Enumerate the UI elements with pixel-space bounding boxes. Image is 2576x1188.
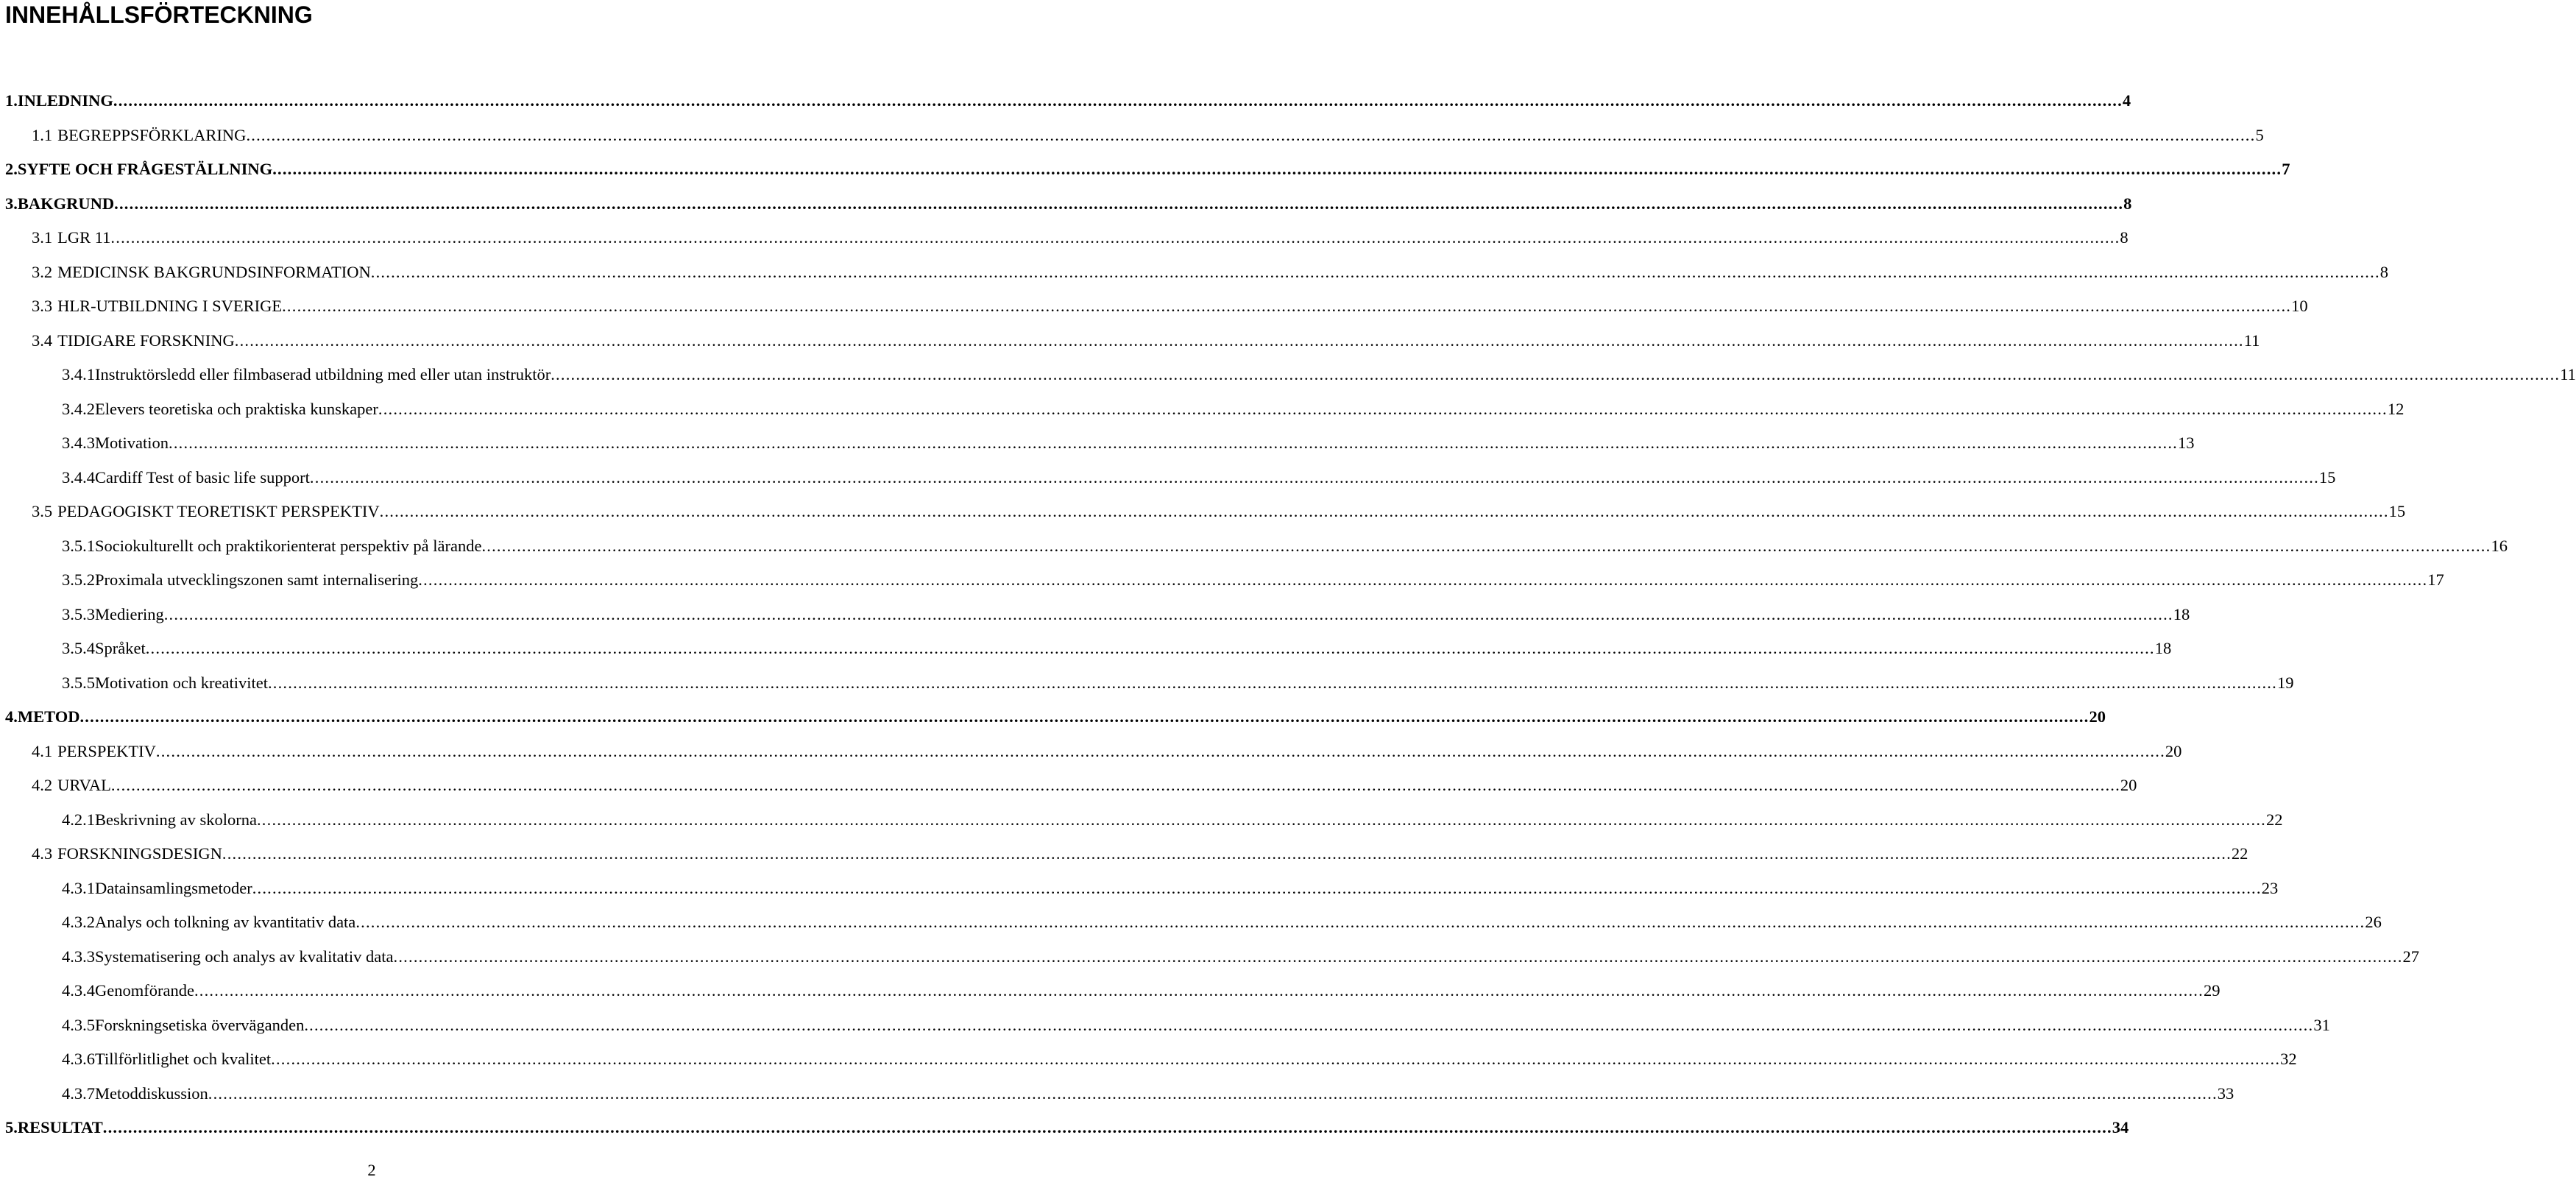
page-title: INNEHÅLLSFÖRTECKNING [5, 1, 313, 28]
toc-entry-title: Språket [95, 639, 146, 657]
toc-entry-title: Tillförlitlighet och kvalitet [95, 1050, 272, 1068]
toc-entry-line [62, 871, 2279, 906]
toc-entry-title: RESULTAT [17, 1118, 103, 1136]
page-number: 2 [367, 1161, 376, 1179]
toc-entry-number: 3.5.5 [62, 673, 95, 692]
toc-entry-line [5, 187, 2132, 222]
toc-entry-line [32, 119, 2264, 153]
toc-entry[interactable] [0, 837, 2248, 871]
toc-dot-leader: ................................................................................................................................................................................................................................................................................................................................................................................................................ [163, 604, 2173, 623]
toc-entry-title: Motivation [95, 434, 169, 452]
toc-entry-title: URVAL [57, 776, 111, 794]
toc-entry-title: HLR-UTBILDNING I SVERIGE [57, 297, 283, 315]
toc-dot-leader: ................................................................................................................................................................................................................................................................................................................................................................................................................ [110, 228, 2120, 247]
toc-entry-line [62, 803, 2283, 838]
toc-entry-line [5, 84, 2131, 119]
toc-entry-page: 4 [2122, 91, 2131, 110]
toc-dot-leader: ................................................................................................................................................................................................................................................................................................................................................................................................................ [378, 399, 2388, 418]
toc-dot-leader: ................................................................................................................................................................................................................................................................................................................................................................................................................ [102, 1118, 2112, 1136]
toc-entry-title: Sociokulturellt och praktikorienterat perspektiv på lärande [95, 536, 482, 555]
toc-entry-page: 34 [2112, 1118, 2129, 1136]
toc-entry-line [5, 700, 2106, 735]
toc-entry-number: 4.3.3 [62, 947, 95, 966]
toc-entry[interactable] [0, 803, 2283, 838]
toc-entry[interactable] [0, 289, 2308, 324]
toc-entry[interactable] [0, 426, 2195, 461]
toc-entry-number: 1.1 [32, 125, 53, 144]
toc-entry-title: Beskrivning av skolorna [95, 810, 257, 829]
toc-entry[interactable] [0, 905, 2382, 940]
toc-entry-title: TIDIGARE FORSKNING [57, 330, 235, 350]
toc-entry-page: 11 [2243, 330, 2260, 350]
toc-entry[interactable] [0, 358, 2576, 392]
toc-entry-page: 31 [2313, 1015, 2330, 1034]
toc-entry-title: BAKGRUND [17, 194, 115, 213]
toc-entry-page: 18 [2154, 639, 2172, 657]
toc-entry-page: 26 [2365, 913, 2382, 931]
toc-entry-line [62, 632, 2172, 666]
toc-entry-page: 8 [2120, 228, 2129, 247]
toc-entry[interactable] [0, 495, 2406, 529]
toc-entry-page: 12 [2387, 399, 2405, 418]
toc-entry[interactable] [0, 119, 2264, 153]
toc-entry-line [62, 426, 2195, 461]
toc-entry-title: Analys och tolkning av kvantitativ data [95, 913, 356, 931]
toc-dot-leader: ................................................................................................................................................................................................................................................................................................................................................................................................................ [79, 707, 2090, 726]
toc-entry-title: Mediering [95, 604, 164, 623]
toc-entry[interactable] [0, 1077, 2234, 1111]
toc-entry-number: 3.4.1 [62, 365, 95, 383]
toc-entry-page: 19 [2276, 673, 2294, 692]
toc-entry-number: 2. [5, 160, 18, 178]
toc-entry-number: 3.1 [32, 228, 53, 247]
toc-entry[interactable] [0, 974, 2221, 1008]
toc-entry[interactable] [0, 187, 2132, 222]
toc-entry-title: Proximala utvecklingszonen samt internalisering [95, 570, 419, 589]
toc-entry[interactable] [0, 666, 2294, 701]
toc-entry-number: 3.5.3 [62, 604, 95, 623]
toc-dot-leader: ................................................................................................................................................................................................................................................................................................................................................................................................................ [551, 365, 2561, 383]
toc-entry-line [32, 735, 2182, 769]
toc-entry[interactable] [0, 700, 2106, 735]
toc-entry[interactable] [0, 84, 2131, 119]
toc-entry-number: 3.4.3 [62, 434, 95, 452]
toc-entry-line [62, 598, 2190, 632]
toc-entry-title: SYFTE OCH FRÅGESTÄLLNING [17, 160, 273, 178]
toc-entry-number: 3.5.2 [62, 570, 95, 589]
toc-dot-leader: ................................................................................................................................................................................................................................................................................................................................................................................................................ [208, 1083, 2218, 1103]
toc-dot-leader: ................................................................................................................................................................................................................................................................................................................................................................................................................ [271, 1050, 2281, 1068]
toc-entry-number: 4.3.1 [62, 878, 95, 897]
toc-entry-page: 8 [2379, 262, 2389, 281]
toc-entry-title: Forskningsetiska överväganden [95, 1015, 305, 1034]
toc-dot-leader: ................................................................................................................................................................................................................................................................................................................................................................................................................ [145, 639, 2155, 657]
toc-entry-number: 3.4.2 [62, 399, 95, 418]
toc-entry[interactable] [0, 632, 2172, 666]
toc-entry-title: Cardiff Test of basic life support [95, 467, 310, 487]
toc-entry-line [62, 905, 2382, 940]
toc-dot-leader: ................................................................................................................................................................................................................................................................................................................................................................................................................ [267, 673, 2277, 692]
toc-entry-line [32, 221, 2129, 255]
toc-entry-number: 4.2.1 [62, 810, 95, 829]
toc-entry-page: 27 [2402, 947, 2420, 966]
toc-entry-line [62, 461, 2336, 495]
toc-entry-page: 17 [2427, 570, 2444, 589]
toc-entry-number: 3.3 [32, 297, 53, 315]
toc-entry-title: Metoddiskussion [95, 1083, 208, 1103]
toc-entry[interactable] [0, 392, 2405, 427]
toc-entry-line [32, 255, 2389, 290]
toc-dot-leader: ................................................................................................................................................................................................................................................................................................................................................................................................................ [393, 947, 2403, 966]
toc-entry-title: Elevers teoretiska och praktiska kunskaper [95, 399, 378, 418]
toc-dot-leader: ................................................................................................................................................................................................................................................................................................................................................................................................................ [252, 878, 2262, 897]
toc-dot-leader: ................................................................................................................................................................................................................................................................................................................................................................................................................ [234, 330, 2244, 350]
toc-entry-page: 23 [2261, 878, 2279, 897]
toc-entry[interactable] [0, 1042, 2297, 1077]
toc-entry[interactable] [0, 152, 2290, 187]
toc-entry-title: PERSPEKTIV [57, 741, 156, 760]
toc-entry[interactable] [0, 598, 2190, 632]
toc-entry-line [62, 1077, 2234, 1111]
toc-entry-page: 11 [2560, 365, 2576, 383]
toc-dot-leader: ................................................................................................................................................................................................................................................................................................................................................................................................................ [309, 467, 2319, 487]
toc-entry-line [62, 358, 2576, 392]
toc-entry-title: Genomförande [95, 981, 194, 1000]
toc-entry-page: 32 [2280, 1050, 2297, 1068]
toc-entry-number: 4.2 [32, 776, 53, 794]
toc-entry-page: 15 [2318, 467, 2336, 487]
toc-dot-leader: ................................................................................................................................................................................................................................................................................................................................................................................................................ [304, 1015, 2314, 1034]
toc-entry-line [5, 1111, 2129, 1145]
toc-entry-title: PEDAGOGISKT TEORETISKT PERSPEKTIV [57, 502, 380, 520]
toc-entry-page: 10 [2291, 297, 2308, 315]
toc-entry-title: Datainsamlingsmetoder [95, 878, 252, 897]
toc-dot-leader: ................................................................................................................................................................................................................................................................................................................................................................................................................ [194, 981, 2204, 1000]
toc-dot-leader: ................................................................................................................................................................................................................................................................................................................................................................................................................ [110, 776, 2120, 794]
toc-entry[interactable] [0, 1111, 2129, 1145]
toc-dot-leader: ................................................................................................................................................................................................................................................................................................................................................................................................................ [155, 741, 2165, 760]
toc-entry-number: 4.3.7 [62, 1083, 95, 1103]
toc-entry-title: FORSKNINGSDESIGN [57, 844, 222, 863]
toc-entry-number: 3.4.4 [62, 467, 95, 487]
toc-entry-number: 3.5.4 [62, 639, 95, 657]
toc-dot-leader: ................................................................................................................................................................................................................................................................................................................................................................................................................ [256, 810, 2266, 829]
toc-entry[interactable] [0, 768, 2137, 803]
toc-entry-page: 20 [2165, 741, 2182, 760]
toc-entry-line [32, 768, 2137, 803]
toc-entry[interactable] [0, 324, 2260, 358]
toc-entry-page: 18 [2173, 604, 2190, 623]
toc-entry-title: Systematisering och analys av kvalitativ data [95, 947, 394, 966]
toc-entry-page: 8 [2123, 194, 2132, 213]
toc-entry[interactable] [0, 871, 2279, 906]
toc-entry-number: 1. [5, 91, 18, 110]
toc-entry-line [62, 1008, 2330, 1043]
toc-entry-number: 4.3.6 [62, 1050, 95, 1068]
toc-entry-number: 3.4 [32, 330, 53, 350]
toc-entry-line [32, 495, 2406, 529]
toc-entry-number: 4.3 [32, 844, 53, 863]
toc-entry-number: 4.3.5 [62, 1015, 95, 1034]
toc-entry-page: 13 [2178, 434, 2195, 452]
toc-entry-title: INLEDNING [17, 91, 113, 110]
toc-entry-line [62, 974, 2221, 1008]
toc-dot-leader: ................................................................................................................................................................................................................................................................................................................................................................................................................ [222, 844, 2232, 863]
toc-entry-page: 20 [2089, 707, 2106, 726]
toc-entry-line [5, 152, 2290, 187]
toc-entry-title: BEGREPPSFÖRKLARING [57, 125, 247, 144]
toc-entry-line [62, 563, 2444, 598]
toc-entry-number: 3.5 [32, 502, 53, 520]
toc-dot-leader: ................................................................................................................................................................................................................................................................................................................................................................................................................ [370, 262, 2380, 281]
toc-entry-line [62, 392, 2405, 427]
toc-entry-page: 16 [2491, 536, 2508, 555]
toc-dot-leader: ................................................................................................................................................................................................................................................................................................................................................................................................................ [481, 536, 2491, 555]
toc-entry-number: 3.5.1 [62, 536, 95, 555]
toc-dot-leader: ................................................................................................................................................................................................................................................................................................................................................................................................................ [282, 297, 2292, 315]
toc-entry[interactable] [0, 221, 2129, 255]
toc-entry-page: 33 [2217, 1083, 2234, 1103]
toc-entry-line [62, 940, 2420, 975]
toc-entry-title: LGR 11 [57, 228, 111, 247]
toc-entry-line [62, 1042, 2297, 1077]
toc-entry-page: 22 [2265, 810, 2283, 829]
toc-dot-leader: ................................................................................................................................................................................................................................................................................................................................................................................................................ [355, 913, 2366, 931]
toc-entry-number: 4.3.4 [62, 981, 95, 1000]
toc-entry-line [62, 666, 2294, 701]
toc-entry-line [32, 324, 2260, 358]
toc-entry[interactable] [0, 461, 2336, 495]
toc-entry-number: 3. [5, 194, 18, 213]
table-of-contents [0, 84, 2576, 1145]
toc-entry-page: 22 [2231, 844, 2248, 863]
toc-dot-leader: ................................................................................................................................................................................................................................................................................................................................................................................................................ [246, 125, 2256, 144]
toc-dot-leader: ................................................................................................................................................................................................................................................................................................................................................................................................................ [418, 570, 2428, 589]
toc-entry[interactable] [0, 940, 2420, 975]
toc-entry-title: Instruktörsledd eller filmbaserad utbildning med eller utan instruktör [95, 365, 551, 383]
toc-entry-page: 5 [2255, 125, 2264, 144]
toc-entry-number: 4.1 [32, 741, 53, 760]
toc-entry-line [62, 529, 2508, 564]
toc-entry-page: 20 [2120, 776, 2137, 794]
toc-entry-number: 3.2 [32, 262, 53, 281]
toc-dot-leader: ................................................................................................................................................................................................................................................................................................................................................................................................................ [379, 502, 2389, 520]
toc-entry[interactable] [0, 735, 2182, 769]
toc-entry-number: 4.3.2 [62, 913, 95, 931]
toc-entry-title: MEDICINSK BAKGRUNDSINFORMATION [57, 262, 371, 281]
toc-entry[interactable] [0, 563, 2444, 598]
toc-entry-page: 15 [2388, 502, 2406, 520]
toc-entry-line [32, 289, 2308, 324]
toc-entry[interactable] [0, 1008, 2330, 1043]
toc-entry-number: 4. [5, 707, 18, 726]
toc-dot-leader: ................................................................................................................................................................................................................................................................................................................................................................................................................ [113, 91, 2123, 110]
toc-entry[interactable] [0, 255, 2389, 290]
toc-entry-title: Motivation och kreativitet [95, 673, 268, 692]
toc-dot-leader: ................................................................................................................................................................................................................................................................................................................................................................................................................ [114, 194, 2124, 213]
toc-entry[interactable] [0, 529, 2508, 564]
toc-entry-page: 7 [2282, 160, 2290, 178]
toc-entry-number: 5. [5, 1118, 18, 1136]
toc-dot-leader: ................................................................................................................................................................................................................................................................................................................................................................................................................ [169, 434, 2178, 452]
toc-entry-line [32, 837, 2248, 871]
toc-dot-leader: ................................................................................................................................................................................................................................................................................................................................................................................................................ [272, 160, 2282, 178]
toc-entry-page: 29 [2203, 981, 2221, 1000]
toc-entry-title: METOD [17, 707, 80, 726]
